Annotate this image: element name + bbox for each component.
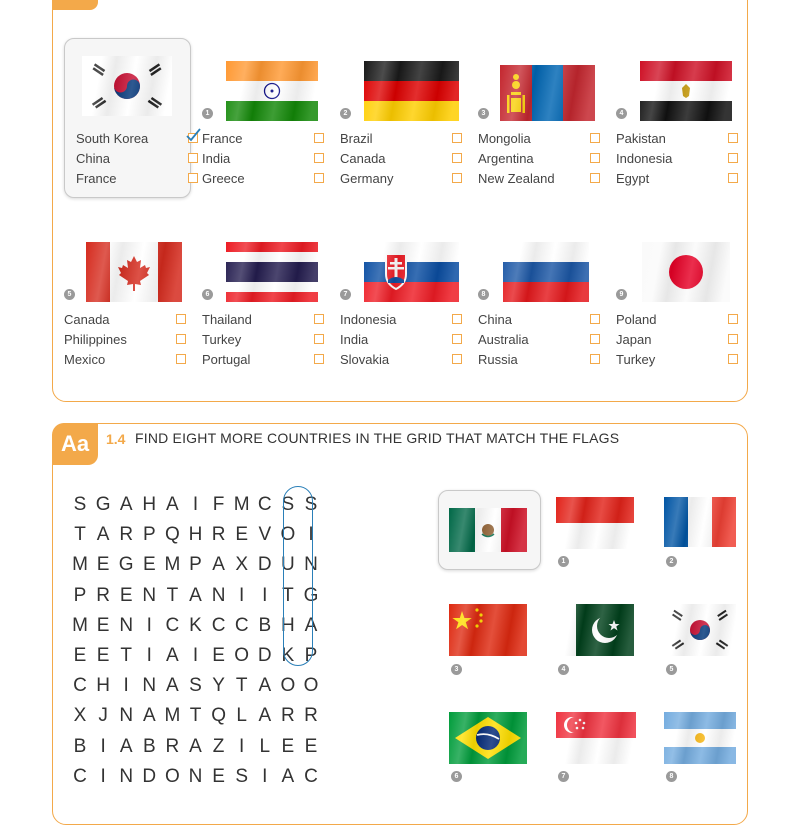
grid-letter[interactable]: I <box>100 735 106 757</box>
grid-letter[interactable]: R <box>211 524 226 546</box>
option[interactable]: Poland <box>616 311 738 329</box>
grid-letter[interactable]: M <box>164 705 181 727</box>
grid-letter[interactable]: P <box>189 554 202 576</box>
option[interactable]: France <box>202 130 324 148</box>
grid-letter[interactable]: Z <box>212 735 225 757</box>
option[interactable]: South Korea <box>76 130 198 148</box>
grid-letter[interactable]: A <box>166 675 179 697</box>
option[interactable]: Brazil <box>340 130 462 148</box>
grid-letter[interactable]: A <box>166 645 179 666</box>
grid-letter[interactable]: L <box>236 705 247 727</box>
grid-letter[interactable]: L <box>259 735 271 757</box>
grid-letter[interactable]: N <box>142 675 157 697</box>
grid-letter[interactable]: O <box>234 645 250 666</box>
checkbox[interactable] <box>176 354 186 364</box>
grid-letter[interactable]: S <box>235 765 249 787</box>
option[interactable]: Turkey <box>202 331 324 349</box>
grid-letter[interactable]: Q <box>211 705 226 727</box>
grid-letter[interactable]: T <box>120 645 132 666</box>
checkbox[interactable] <box>452 334 462 344</box>
grid-letter[interactable]: D <box>142 765 157 787</box>
checkbox[interactable] <box>188 153 198 163</box>
grid-letter[interactable]: I <box>262 584 268 606</box>
option[interactable]: Slovakia <box>340 351 462 369</box>
grid-letter[interactable]: Q <box>165 524 180 546</box>
flag-number: 6 <box>451 771 462 782</box>
russia-flag-icon <box>503 242 589 302</box>
mongolia-flag-icon <box>500 65 595 121</box>
grid-letter[interactable]: A <box>189 735 202 757</box>
question-number: 6 <box>202 289 213 300</box>
question-number: 9 <box>616 289 627 300</box>
grid-letter[interactable]: N <box>142 584 157 606</box>
grid-letter[interactable]: E <box>96 554 110 576</box>
grid-letter[interactable]: A <box>119 735 133 757</box>
grid-letter[interactable]: O <box>303 675 319 697</box>
grid-letter[interactable]: H <box>96 675 110 697</box>
grid-letter[interactable]: E <box>119 584 133 606</box>
option[interactable]: Portugal <box>202 351 324 369</box>
question-number: 2 <box>340 108 351 119</box>
canada-flag-icon <box>86 242 182 302</box>
grid-letter[interactable]: G <box>303 584 319 606</box>
grid-letter[interactable]: P <box>304 645 318 666</box>
grid-letter[interactable]: K <box>281 645 295 666</box>
option[interactable]: Greece <box>202 170 324 188</box>
pakistan-flag-icon <box>556 604 634 656</box>
option[interactable]: Turkey <box>616 351 738 369</box>
grid-letter[interactable]: A <box>142 705 156 727</box>
option[interactable]: Japan <box>616 331 738 349</box>
section-tab <box>52 0 98 10</box>
exercise-number: 1.4 <box>106 431 126 447</box>
checkbox[interactable] <box>314 354 324 364</box>
grid-letter[interactable]: T <box>189 705 202 727</box>
option[interactable]: Egypt <box>616 170 738 188</box>
grid-letter[interactable]: N <box>304 554 318 576</box>
egypt-flag-icon <box>640 61 732 121</box>
grid-letter[interactable]: A <box>258 675 272 697</box>
grid-letter[interactable]: I <box>192 645 199 666</box>
vocabulary-badge: Aa <box>52 423 98 465</box>
grid-letter[interactable]: P <box>73 584 87 606</box>
grid-letter[interactable]: R <box>304 705 318 727</box>
grid-letter[interactable]: D <box>257 645 272 666</box>
option[interactable]: Germany <box>340 170 462 188</box>
mexico-flag-icon <box>449 508 527 552</box>
checkbox[interactable] <box>314 133 324 143</box>
china-flag-icon <box>449 604 527 656</box>
grid-letter[interactable]: E <box>235 524 249 546</box>
grid-letter[interactable]: A <box>96 524 110 546</box>
grid-letter[interactable]: A <box>119 494 133 515</box>
flag-number: 5 <box>666 664 677 675</box>
option[interactable]: Mexico <box>64 351 186 369</box>
grid-letter[interactable]: D <box>257 554 272 576</box>
grid-letter[interactable]: I <box>308 524 314 546</box>
question-number: 8 <box>478 289 489 300</box>
option[interactable]: Philippines <box>64 331 186 349</box>
option[interactable]: Australia <box>478 331 600 349</box>
grid-letter[interactable]: X <box>73 705 87 727</box>
grid-letter[interactable]: M <box>72 614 88 636</box>
grid-letter[interactable]: E <box>212 645 225 666</box>
grid-letter[interactable]: I <box>146 645 152 666</box>
grid-letter[interactable]: T <box>166 584 179 606</box>
checkbox[interactable] <box>314 173 324 183</box>
flag-number: 7 <box>558 771 569 782</box>
grid-letter[interactable]: A <box>304 614 318 636</box>
flag-number: 1 <box>558 556 569 567</box>
grid-letter[interactable]: J <box>98 705 108 727</box>
grid-letter[interactable]: T <box>235 675 248 697</box>
grid-letter[interactable]: C <box>211 614 226 636</box>
grid-letter[interactable]: G <box>118 554 134 576</box>
grid-letter[interactable]: T <box>74 524 86 546</box>
exercise-title: FIND EIGHT MORE COUNTRIES IN THE GRID THAT MATCH THE FLAGS <box>135 430 620 446</box>
grid-letter[interactable]: K <box>189 614 202 636</box>
grid-letter[interactable]: N <box>119 705 134 727</box>
question-number: 3 <box>478 108 489 119</box>
grid-letter[interactable]: E <box>304 735 318 757</box>
grid-letter[interactable]: I <box>262 765 268 787</box>
option[interactable]: Argentina <box>478 150 600 168</box>
grid-letter[interactable]: B <box>73 735 87 757</box>
singapore-flag-icon <box>556 712 636 764</box>
option[interactable]: Russia <box>478 351 600 369</box>
checkbox[interactable] <box>728 314 738 324</box>
checkbox[interactable] <box>314 334 324 344</box>
option[interactable]: Canada <box>340 150 462 168</box>
option[interactable]: Mongolia <box>478 130 600 148</box>
question-number: 7 <box>340 289 351 300</box>
grid-letter[interactable]: U <box>281 554 295 576</box>
checkbox[interactable] <box>188 173 198 183</box>
grid-letter[interactable]: N <box>211 584 226 606</box>
grid-letter[interactable]: S <box>73 494 87 515</box>
grid-letter[interactable]: B <box>258 614 272 636</box>
grid-letter[interactable]: C <box>234 614 249 636</box>
grid-letter[interactable]: R <box>96 584 110 606</box>
checkbox[interactable] <box>176 314 186 324</box>
grid-letter[interactable]: E <box>281 735 295 757</box>
grid-letter[interactable]: H <box>188 524 203 546</box>
checkbox[interactable] <box>452 354 462 364</box>
slovakia-flag-icon <box>364 242 459 302</box>
option[interactable]: Pakistan <box>616 130 738 148</box>
grid-letter[interactable]: B <box>142 735 156 757</box>
grid-letter[interactable]: M <box>164 554 181 576</box>
option[interactable]: Indonesia <box>616 150 738 168</box>
grid-letter[interactable]: R <box>165 735 180 757</box>
grid-letter[interactable]: R <box>281 705 295 727</box>
grid-letter[interactable]: C <box>304 765 318 787</box>
argentina-flag-icon <box>664 712 736 764</box>
grid-letter[interactable]: E <box>96 645 110 666</box>
grid-letter[interactable]: P <box>142 524 156 546</box>
checkbox[interactable] <box>590 133 600 143</box>
grid-letter[interactable]: O <box>165 765 180 787</box>
flag-number: 8 <box>666 771 677 782</box>
grid-letter[interactable]: C <box>73 675 87 697</box>
grid-letter[interactable]: G <box>95 494 111 515</box>
grid-letter[interactable]: E <box>73 645 87 666</box>
grid-letter[interactable]: E <box>142 554 156 576</box>
checkbox[interactable] <box>728 354 738 364</box>
thailand-flag-icon <box>226 242 318 302</box>
grid-letter[interactable]: S <box>281 494 295 515</box>
grid-letter[interactable]: I <box>100 765 106 787</box>
grid-letter[interactable]: I <box>123 675 129 697</box>
grid-letter[interactable]: R <box>119 524 134 546</box>
japan-flag-icon <box>642 242 730 302</box>
south-korea-flag-icon <box>82 56 172 116</box>
option[interactable]: France <box>76 170 198 188</box>
question-number: 1 <box>202 108 213 119</box>
option[interactable]: China <box>76 150 198 168</box>
checkmark-icon <box>185 127 201 143</box>
option[interactable]: India <box>202 150 324 168</box>
grid-letter[interactable]: V <box>258 524 272 546</box>
grid-letter[interactable]: T <box>282 584 294 606</box>
checkbox[interactable] <box>590 314 600 324</box>
grid-letter[interactable]: C <box>73 765 87 787</box>
brazil-flag-icon <box>449 712 527 764</box>
grid-letter[interactable]: E <box>212 765 225 787</box>
question-number: 4 <box>616 108 627 119</box>
option[interactable]: New Zealand <box>478 170 600 188</box>
flag-number: 3 <box>451 664 462 675</box>
grid-letter[interactable]: H <box>281 614 295 636</box>
checkbox[interactable] <box>728 133 738 143</box>
checkbox[interactable] <box>590 153 600 163</box>
grid-letter[interactable]: S <box>304 494 318 515</box>
grid-letter[interactable]: F <box>212 494 225 515</box>
grid-letter[interactable]: M <box>233 494 250 515</box>
grid-letter[interactable]: M <box>72 554 88 576</box>
grid-letter[interactable]: I <box>239 735 245 757</box>
checkbox[interactable] <box>452 133 462 143</box>
grid-letter[interactable]: S <box>189 675 202 697</box>
grid-letter[interactable]: A <box>212 554 225 576</box>
grid-letter[interactable]: Y <box>212 675 225 697</box>
grid-letter[interactable]: N <box>119 614 134 636</box>
checkbox[interactable] <box>728 173 738 183</box>
option[interactable]: Canada <box>64 311 186 329</box>
checkbox[interactable] <box>590 354 600 364</box>
india-flag-icon <box>226 61 318 121</box>
option[interactable]: India <box>340 331 462 349</box>
checkbox[interactable] <box>176 334 186 344</box>
grid-letter[interactable]: N <box>119 765 134 787</box>
grid-letter[interactable]: C <box>257 494 272 515</box>
grid-letter[interactable]: X <box>235 554 249 576</box>
indonesia-flag-icon <box>556 497 634 549</box>
checkbox[interactable] <box>452 314 462 324</box>
checkbox[interactable] <box>590 173 600 183</box>
checkbox[interactable] <box>314 153 324 163</box>
grid-letter[interactable]: A <box>166 494 179 515</box>
option[interactable]: China <box>478 311 600 329</box>
checkbox[interactable] <box>452 173 462 183</box>
grid-letter[interactable]: A <box>189 584 202 606</box>
grid-letter[interactable]: C <box>165 614 180 636</box>
south-korea-flag-icon <box>664 604 736 656</box>
checkbox[interactable] <box>590 334 600 344</box>
flag-number: 4 <box>558 664 569 675</box>
grid-letter[interactable]: A <box>281 765 295 787</box>
option[interactable]: Thailand <box>202 311 324 329</box>
found-word-highlight <box>283 486 313 666</box>
checkbox[interactable] <box>452 153 462 163</box>
grid-letter[interactable]: A <box>258 705 272 727</box>
grid-letter[interactable]: E <box>96 614 110 636</box>
grid-letter[interactable]: I <box>192 494 199 515</box>
checkbox[interactable] <box>314 314 324 324</box>
france-flag-icon <box>664 497 736 547</box>
grid-letter[interactable]: I <box>239 584 245 606</box>
flag-number: 2 <box>666 556 677 567</box>
grid-letter[interactable]: O <box>280 675 296 697</box>
option[interactable]: Indonesia <box>340 311 462 329</box>
grid-letter[interactable]: H <box>142 494 157 515</box>
checkbox[interactable] <box>728 334 738 344</box>
checkbox[interactable] <box>728 153 738 163</box>
grid-letter[interactable]: I <box>146 614 152 636</box>
germany-flag-icon <box>364 61 459 121</box>
grid-letter[interactable]: N <box>188 765 203 787</box>
question-number: 5 <box>64 289 75 300</box>
grid-letter[interactable]: O <box>280 524 296 546</box>
